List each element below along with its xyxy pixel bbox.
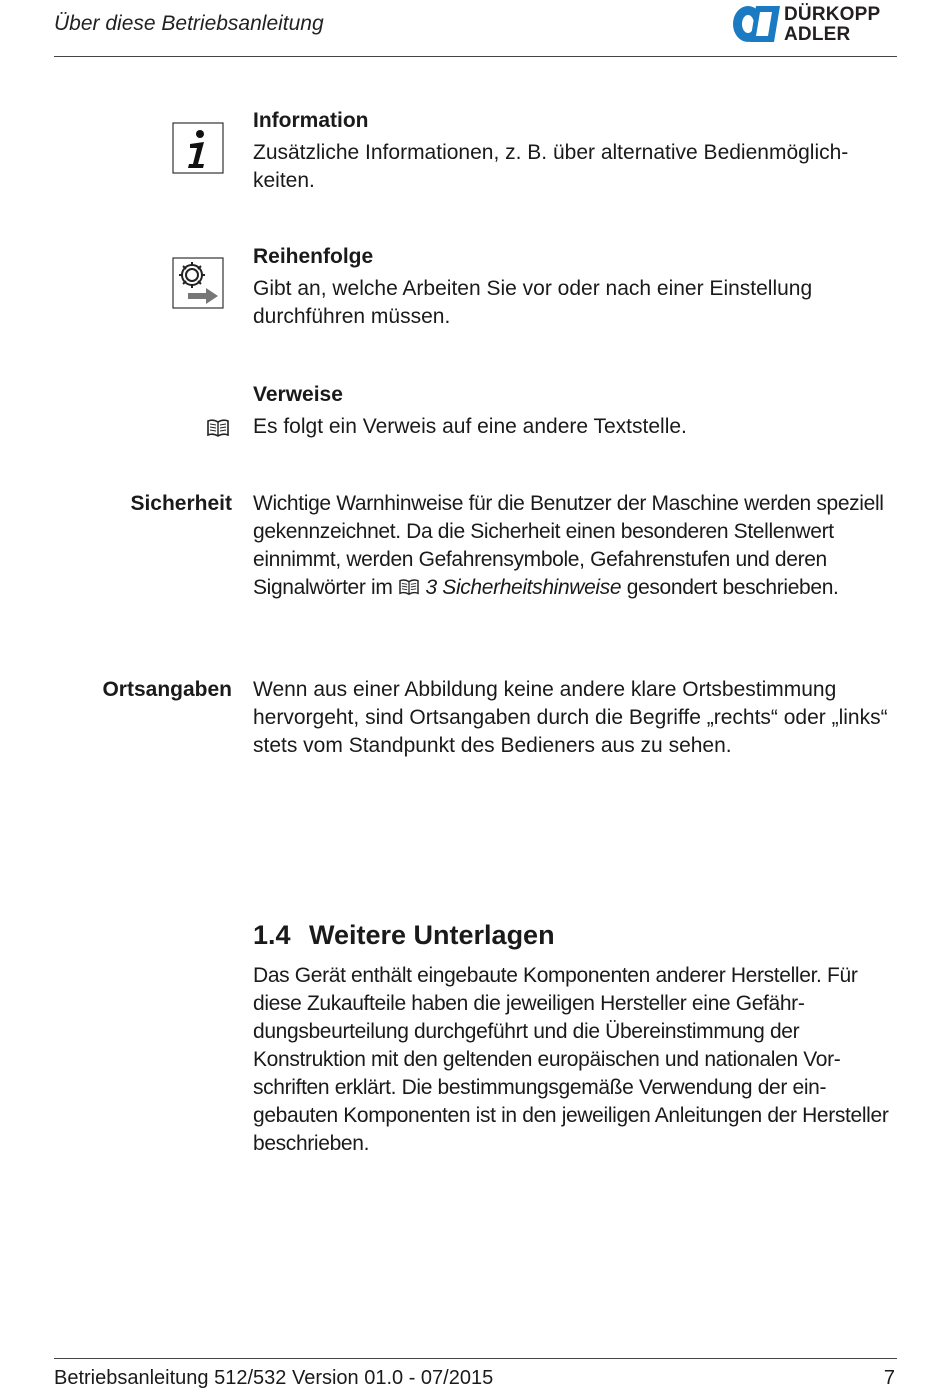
information-text: Zusätzliche Informationen, z. B. über alternative Bedienmöglich-keiten. [253,141,849,192]
logo-text-line2: ADLER [784,24,851,45]
reihenfolge-title: Reihenfolge [253,245,374,268]
sicherheit-text-before: Wichtige Warnhinweise für die Benutzer der Maschine werden speziell gekennzeichnet. Da die Sicherheit einen besonderen Stellenwert einnimmt, werden Gefahrensymbole, Gefahrenstufen und deren Signalwörter im [253,492,884,599]
info-icon [172,122,224,179]
logo-text-line1: DÜRKOPP [784,4,881,25]
footer-divider [54,1358,897,1359]
book-icon [206,418,230,443]
reihenfolge-section [253,243,903,331]
duerkopp-adler-logo [728,2,898,46]
verweise-text: Es folgt ein Verweis auf eine andere Textstelle. [253,415,687,438]
gear-arrow-icon [172,257,224,314]
sicherheit-label: Sicherheit [130,492,232,515]
verweise-title: Verweise [253,383,343,406]
sicherheit-text [253,490,901,602]
chapter-number: 1.4 [253,920,291,950]
footer-document-info: Betriebsanleitung 512/532 Version 01.0 - 07/2015 [54,1367,494,1389]
sicherheit-reference-link[interactable]: 3 Sicherheitshinweise [425,576,622,599]
logo-mark-icon [728,2,780,46]
ortsangaben-text: Wenn aus einer Abbildung keine andere klare Ortsbestimmung hervorgeht, sind Ortsangaben durch die Begriffe „rechts“ oder „links“ stets vom Standpunkt des Bedieners aus zu sehen. [253,678,888,757]
book-icon [398,578,420,596]
information-section [253,107,903,195]
page-number: 7 [883,1367,895,1389]
chapter-title: Weitere Unterlagen [309,920,555,950]
page-header-title: Über diese Betriebsanleitung [54,12,324,35]
information-title: Information [253,109,369,132]
sicherheit-text-after: gesondert beschrieben. [626,576,839,599]
ortsangaben-label: Ortsangaben [102,678,232,701]
verweise-section [253,381,903,441]
chapter-text: Das Gerät enthält eingebaute Komponenten anderer Hersteller. Für diese Zukaufteile haben die jeweiligen Hersteller eine Gefähr-dungsbeurteilung durchgeführt und die Übereinstimmung der Konstruktion mit den geltenden europäischen und nationalen Vor-schriften erklärt. Die bestimmungsgemäße Verwendung der ein-gebauten Komponenten ist in den jeweiligen Anleitungen der Hersteller beschrieben. [253,964,889,1155]
chapter-heading [253,920,555,951]
header-divider [54,56,897,57]
reihenfolge-text: Gibt an, welche Arbeiten Sie vor oder nach einer Einstellung durchführen müssen. [253,277,813,328]
